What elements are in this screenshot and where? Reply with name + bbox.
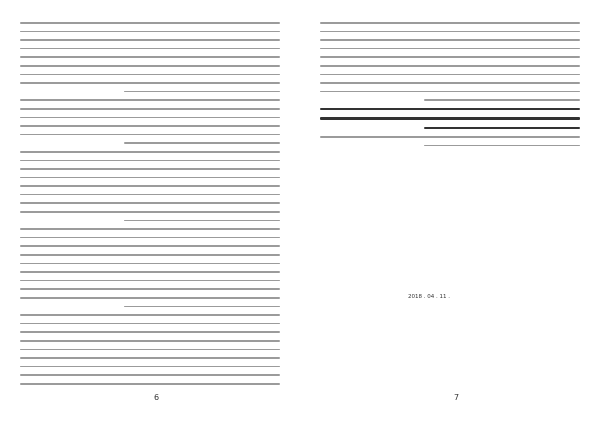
text-line	[20, 99, 280, 101]
text-line	[20, 366, 280, 368]
text-line	[20, 202, 280, 204]
text-line	[20, 108, 280, 110]
text-line	[20, 254, 280, 256]
left-text-lines	[20, 22, 280, 392]
text-line	[124, 91, 280, 93]
text-line	[20, 31, 280, 33]
text-line	[20, 82, 280, 84]
text-line	[124, 142, 280, 144]
date-line: 2018 . 04 . 11 .	[408, 294, 450, 300]
text-line	[20, 374, 280, 376]
text-line	[320, 136, 580, 138]
text-line	[20, 314, 280, 316]
text-line	[20, 185, 280, 187]
text-line	[320, 82, 580, 84]
text-line	[320, 31, 580, 33]
text-line	[20, 357, 280, 359]
right-page	[300, 0, 600, 424]
text-line	[20, 134, 280, 136]
text-line	[20, 151, 280, 153]
text-line	[320, 91, 580, 93]
text-line	[124, 220, 280, 222]
right-text-lines	[320, 22, 580, 153]
text-line	[20, 177, 280, 179]
text-line	[424, 99, 580, 101]
text-line	[20, 194, 280, 196]
text-line	[320, 48, 580, 50]
text-line	[320, 56, 580, 58]
text-line	[20, 331, 280, 333]
text-line	[20, 228, 280, 230]
text-line	[20, 349, 280, 351]
text-line	[424, 127, 580, 129]
text-line	[20, 56, 280, 58]
text-line	[124, 306, 280, 308]
text-line	[20, 117, 280, 119]
text-line	[20, 383, 280, 385]
text-line	[20, 297, 280, 299]
text-line	[20, 74, 280, 76]
text-line	[20, 48, 280, 50]
text-line	[20, 125, 280, 127]
text-line	[320, 39, 580, 41]
text-line	[20, 263, 280, 265]
text-line	[320, 22, 580, 24]
text-line	[20, 323, 280, 325]
text-line	[320, 74, 580, 76]
text-line	[20, 211, 280, 213]
text-line	[20, 39, 280, 41]
text-line	[20, 237, 280, 239]
text-line	[20, 271, 280, 273]
page-number: 7	[454, 393, 460, 402]
text-line	[20, 340, 280, 342]
text-line	[20, 22, 280, 24]
text-line	[20, 65, 280, 67]
text-line	[20, 168, 280, 170]
page-number: 6	[154, 393, 160, 402]
text-line	[320, 117, 580, 119]
text-line	[320, 65, 580, 67]
text-line	[20, 160, 280, 162]
text-line	[320, 108, 580, 110]
text-line	[20, 245, 280, 247]
text-line	[20, 280, 280, 282]
text-line	[424, 145, 580, 147]
text-line	[20, 288, 280, 290]
